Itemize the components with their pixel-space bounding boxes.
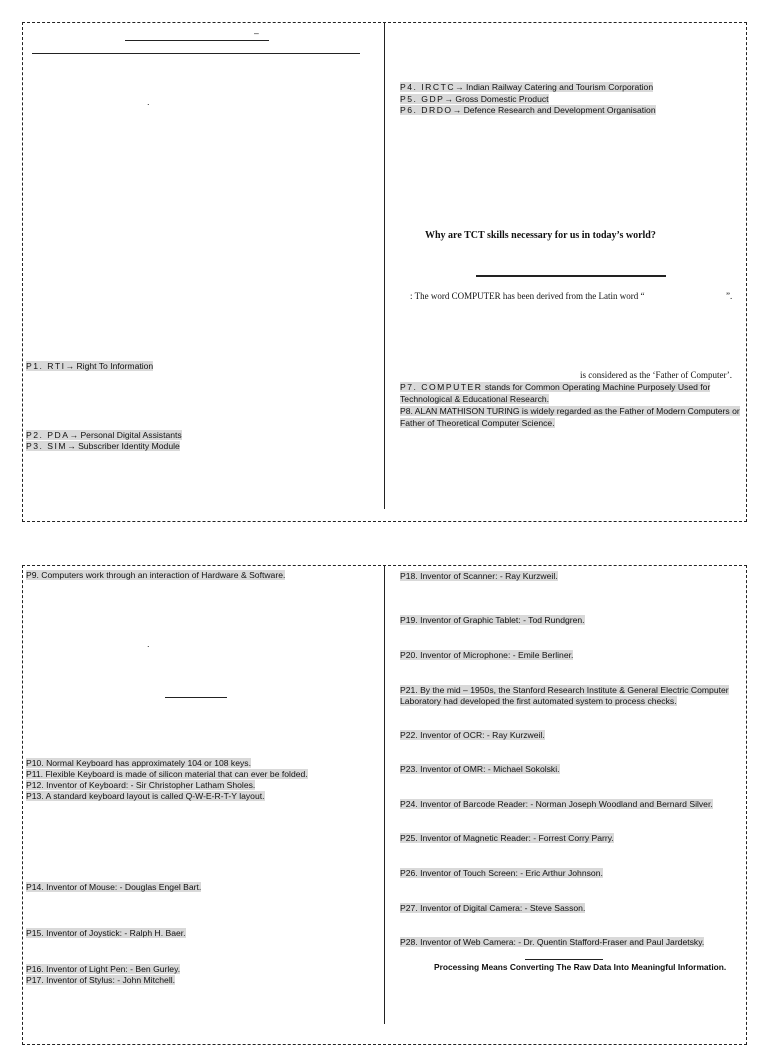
p7-text-2: Technological & Educational Research. (400, 394, 550, 404)
p24-text: P24. Inventor of Barcode Reader: - Norman Joseph Woodland and Bernard Silver. (400, 799, 713, 809)
processing-overline (525, 959, 603, 960)
p18-text: P18. Inventor of Scanner: - Ray Kurzweil. (400, 571, 558, 581)
p4-text: Indian Railway Catering and Tourism Corporation (466, 82, 654, 92)
p21-text: P21. By the mid – 1950s, the Stanford Research Institute & General Electric Computer (400, 685, 729, 695)
p13-text: P13. A standard keyboard layout is called Q-W-E-R-T-Y layout. (26, 791, 265, 801)
p3-code: P3. SIM (26, 441, 68, 451)
p24-line (400, 799, 713, 810)
p27-line (400, 903, 585, 914)
p25-text: P25. Inventor of Magnetic Reader: - Forrest Corry Parry. (400, 833, 614, 843)
latin-word-prefix: : The word COMPUTER has been derived from the Latin word “ (410, 291, 645, 301)
arrow-icon: → (455, 82, 464, 92)
p6-text: Defence Research and Development Organisation (463, 105, 656, 115)
blank-answer-line (476, 275, 666, 277)
p28-line (400, 937, 704, 948)
arrow-icon: → (69, 430, 79, 440)
p8-line (400, 406, 740, 417)
arrow-icon: → (444, 94, 454, 104)
p17-text: P17. Inventor of Stylus: - John Mitchell. (26, 975, 176, 985)
page-1-column-divider (384, 23, 385, 509)
p5-line (400, 94, 549, 105)
p12-text: P12. Inventor of Keyboard: - Sir Christopher Latham Sholes. (26, 780, 256, 790)
p23-line (400, 764, 560, 775)
p16-line (26, 964, 180, 975)
p21-line (400, 685, 729, 696)
arrow-icon: → (452, 105, 462, 115)
p15-text: P15. Inventor of Joystick: - Ralph H. Baer. (26, 928, 186, 938)
p5-code: P5. GDP (400, 94, 445, 104)
processing-definition: Processing Means Converting The Raw Data Into Meaningful Information. (434, 962, 727, 972)
p25-line (400, 833, 614, 844)
p14-line (26, 882, 201, 893)
p14-text: P14. Inventor of Mouse: - Douglas Engel Bart. (26, 882, 202, 892)
p23-text: P23. Inventor of OMR: - Michael Sokolski. (400, 764, 560, 774)
p28-text: P28. Inventor of Web Camera: - Dr. Quentin Stafford-Fraser and Paul Jardetsky. (400, 937, 705, 947)
p7-line (400, 382, 710, 393)
p7-text: stands for Common Operating Machine Purposely Used for (482, 382, 711, 392)
p8-line-2 (400, 418, 555, 429)
p2-line (26, 430, 182, 441)
p4-code: P4. IRCTC (400, 82, 456, 92)
p9-text: P9. Computers work through an interaction of Hardware & Software. (26, 570, 286, 580)
p27-text: P27. Inventor of Digital Camera: - Steve Sasson. (400, 903, 586, 913)
p4-line (400, 82, 653, 93)
page-1-header-mark: – (254, 28, 259, 38)
p20-line (400, 650, 573, 661)
p17-line (26, 975, 175, 986)
p10-line (26, 758, 251, 769)
p7-code: P7. COMPUTER (400, 382, 483, 392)
p22-line (400, 730, 545, 741)
p15-line (26, 928, 186, 939)
father-of-computer-line: is considered as the ‘Father of Computer’. (580, 370, 733, 380)
page-1-header-rule (32, 53, 360, 54)
p6-line (400, 105, 656, 116)
p5-text: Gross Domestic Product (455, 94, 549, 104)
p3-text: Subscriber Identity Module (78, 441, 180, 451)
p9-line (26, 570, 285, 581)
p2-text: Personal Digital Assistants (80, 430, 182, 440)
arrow-icon: → (67, 441, 76, 451)
p22-text: P22. Inventor of OCR: - Ray Kurzweil. (400, 730, 545, 740)
page-1-title-underline (125, 40, 269, 41)
p6-code: P6. DRDO (400, 105, 453, 115)
p16-text: P16. Inventor of Light Pen: - Ben Gurley. (26, 964, 181, 974)
p19-line (400, 615, 585, 626)
p26-line (400, 868, 603, 879)
arrow-icon: → (65, 361, 75, 371)
page-2-dot: . (147, 639, 150, 649)
p13-line (26, 791, 265, 802)
page-2-short-rule (165, 697, 227, 698)
p1-line (26, 361, 153, 372)
p11-text: P11. Flexible Keyboard is made of silicon material that can ever be folded. (26, 769, 308, 779)
p8-text: P8. ALAN MATHISON TURING is widely regarded as the Father of Modern Computers or (400, 406, 740, 416)
p18-line (400, 571, 558, 582)
p26-text: P26. Inventor of Touch Screen: - Eric Arthur Johnson. (400, 868, 603, 878)
p7-line-2 (400, 394, 549, 405)
p3-line (26, 441, 180, 452)
p21-text-2: Laboratory had developed the first automated system to process checks. (400, 696, 677, 706)
p11-line (26, 769, 308, 780)
p19-text: P19. Inventor of Graphic Tablet: - Tod Rundgren. (400, 615, 585, 625)
page-1-dot: . (147, 97, 150, 107)
p1-code: P1. RTI (26, 361, 66, 371)
tct-question-heading: Why are TCT skills necessary for us in today’s world? (425, 230, 656, 241)
p10-text: P10. Normal Keyboard has approximately 104 or 108 keys. (26, 758, 251, 768)
page-2-column-divider (384, 566, 385, 1024)
latin-word-suffix: ”. (726, 291, 733, 301)
p2-code: P2. PDA (26, 430, 70, 440)
p21-line-2 (400, 696, 677, 707)
p20-text: P20. Inventor of Microphone: - Emile Berliner. (400, 650, 574, 660)
p12-line (26, 780, 255, 791)
p1-text: Right To Information (76, 361, 154, 371)
p8-text-2: Father of Theoretical Computer Science. (400, 418, 555, 428)
